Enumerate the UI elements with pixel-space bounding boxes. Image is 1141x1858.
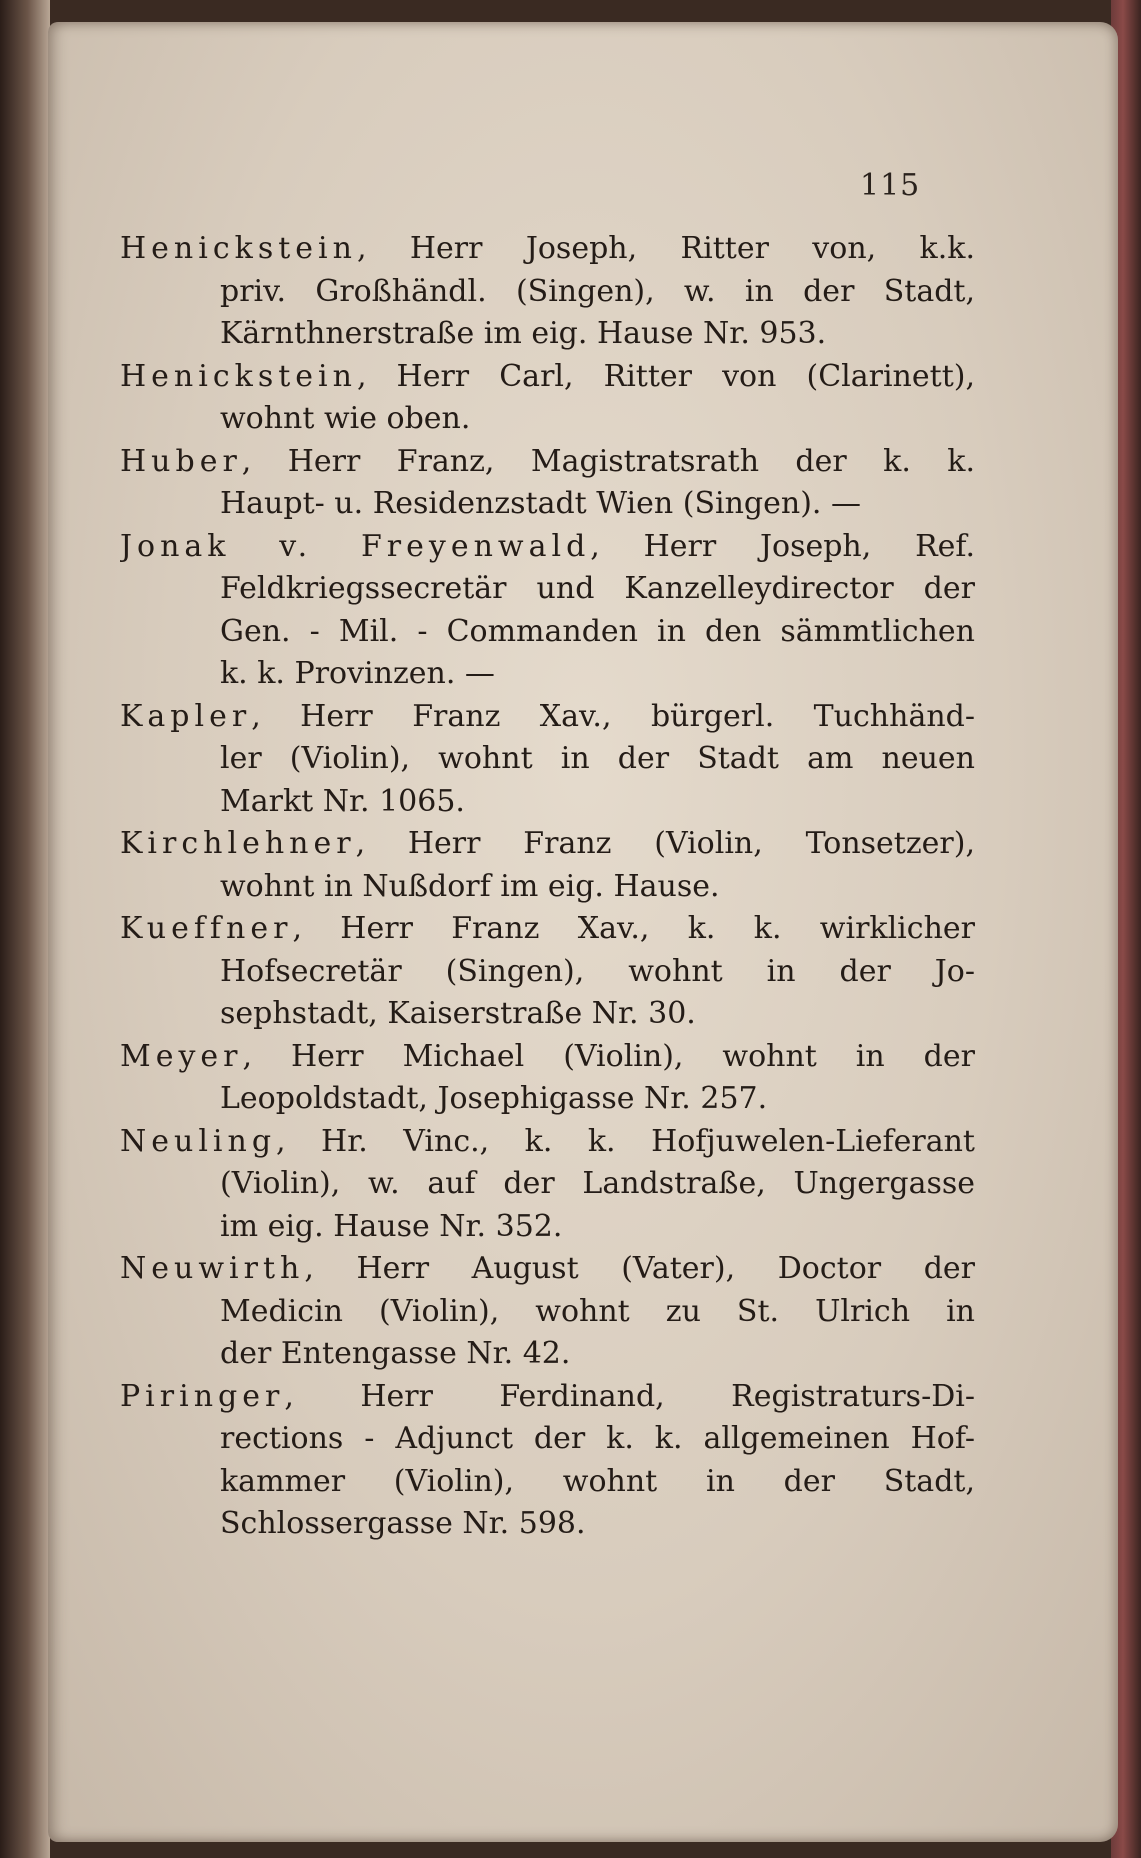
- entry-line: , Herr Carl, Ritter von (Clarinett),: [356, 358, 975, 394]
- entry-name: Kueffner: [120, 911, 293, 946]
- entry-line: Haupt- u. Residenzstadt Wien (Singen). —: [220, 486, 861, 521]
- page-number: 115: [860, 168, 921, 203]
- entry-line: (Violin), w. auf der Landstraße, Ungergasse: [220, 1166, 975, 1201]
- directory-entry: [120, 823, 975, 908]
- directory-entry: [120, 526, 975, 696]
- directory-entry: [120, 696, 975, 824]
- entry-line: , Herr Michael (Violin), wohnt in der: [242, 1038, 975, 1074]
- entry-line: , Hr. Vinc., k. k. Hofjuwelen-Lieferant: [276, 1123, 975, 1159]
- directory-text: [120, 228, 975, 1546]
- entry-line: , Herr Joseph, Ref.: [590, 528, 975, 564]
- entry-name: Neuling: [120, 1123, 277, 1159]
- entry-line: im eig. Hause Nr. 352.: [220, 1208, 563, 1244]
- entry-line: , Herr Franz (Violin, Tonsetzer),: [355, 826, 975, 861]
- entry-line: Markt Nr. 1065.: [220, 783, 465, 819]
- entry-line: wohnt wie oben.: [220, 401, 471, 436]
- entry-name: Huber: [120, 443, 242, 479]
- directory-entry: [120, 1121, 975, 1249]
- entry-line: , Herr Joseph, Ritter von, k.k.: [356, 231, 975, 266]
- entry-name: Piringer: [120, 1378, 285, 1414]
- entry-name: Neuwirth: [120, 1251, 305, 1286]
- directory-entry: [120, 228, 975, 356]
- entry-name: Kirchlehner: [120, 826, 356, 861]
- directory-entry: [120, 1376, 975, 1546]
- entry-line: rections - Adjunct der k. k. allgemeinen Hof-: [220, 1421, 975, 1456]
- entry-line: der Entengasse Nr. 42.: [220, 1336, 571, 1371]
- directory-entry: [120, 1248, 975, 1376]
- entry-line: kammer (Violin), wohnt in der Stadt,: [220, 1463, 975, 1499]
- entry-name: Henickstein: [120, 231, 357, 266]
- entry-name: Jonak v. Freyenwald: [120, 528, 591, 564]
- entry-line: Kärnthnerstraße im eig. Hause Nr. 953.: [220, 316, 827, 351]
- entry-line: , Herr Franz Xav., bürgerl. Tuchhänd-: [251, 698, 975, 734]
- entry-line: , Herr Franz, Magistratsrath der k. k.: [241, 443, 975, 479]
- entry-line: Schlossergasse Nr. 598.: [220, 1506, 586, 1541]
- entry-name: Henickstein: [120, 358, 357, 394]
- directory-entry: [120, 1036, 975, 1121]
- entry-line: sephstadt, Kaiserstraße Nr. 30.: [220, 996, 696, 1031]
- entry-line: Feldkriegssecretär und Kanzelleydirector der: [220, 571, 975, 606]
- entry-line: , Herr Franz Xav., k. k. wirklicher: [292, 911, 975, 946]
- entry-line: k. k. Provinzen. —: [220, 656, 495, 691]
- entry-line: Leopoldstadt, Josephigasse Nr. 257.: [220, 1081, 768, 1116]
- directory-entry: [120, 441, 975, 526]
- directory-entry: [120, 908, 975, 1036]
- entry-line: , Herr Ferdinand, Registraturs-Di-: [284, 1378, 975, 1414]
- entry-line: , Herr August (Vater), Doctor der: [304, 1251, 975, 1286]
- entry-line: Medicin (Violin), wohnt zu St. Ulrich in: [220, 1293, 975, 1329]
- directory-entry: [120, 356, 975, 441]
- entry-line: Gen. - Mil. - Commanden in den sämmtlichen: [220, 613, 975, 649]
- book-spine: [0, 0, 50, 1858]
- entry-line: ler (Violin), wohnt in der Stadt am neuen: [220, 741, 975, 776]
- entry-line: priv. Großhändl. (Singen), w. in der Stadt,: [220, 273, 975, 309]
- entry-line: Hofsecretär (Singen), wohnt in der Jo-: [220, 953, 975, 989]
- entry-line: wohnt in Nußdorf im eig. Hause.: [220, 868, 720, 904]
- entry-name: Kapler: [120, 698, 252, 734]
- entry-name: Meyer: [120, 1038, 243, 1074]
